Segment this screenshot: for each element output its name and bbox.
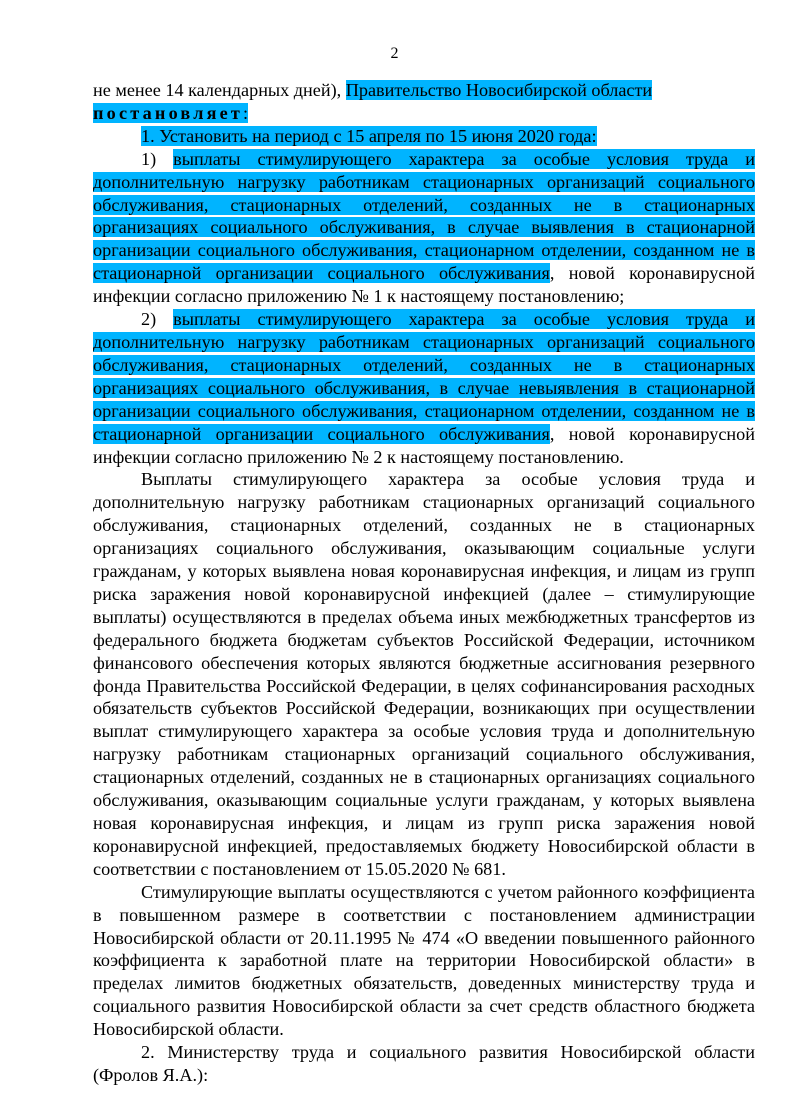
resolution-verb[interactable]: постановляет — [93, 102, 244, 123]
resolution-colon: : — [243, 102, 249, 123]
subitem-2-tail: , новой коронавирусной инфекции согласно приложению № 2 к настоящему постановлению. — [93, 423, 755, 467]
scan-artifact-mark — [387, 0, 401, 3]
item-1-text[interactable]: 1. Установить на период с 15 апреля по 15 июня 2020 года: — [141, 125, 597, 146]
paragraph-intro[interactable] — [93, 79, 755, 125]
paragraph-item-1[interactable] — [93, 125, 755, 148]
document-body — [93, 79, 755, 1087]
intro-text: не менее 14 календарных дней), — [93, 80, 346, 100]
page-number: 2 — [390, 45, 399, 62]
paragraph-subitem-2[interactable] — [93, 308, 755, 468]
subitem-2-highlight[interactable]: выплаты стимулирующего характера за особые условия труда и дополнительную нагрузку работникам стационарных организаций социального обслуживания, стационарных отделений, созданных не в стационарных организациях социального обслуживания, в случае невыявления в стационарной организации социального обслуживания, стационарном отделении, созданном не в стационарной организации социального обслуживания — [93, 309, 755, 444]
subitem-1-tail: , новой коронавирусной инфекции согласно приложению № 1 к настоящему постановлению; — [93, 263, 755, 307]
highlight-government[interactable]: Правительство Новосибирской области — [345, 80, 653, 100]
subitem-1-highlight[interactable]: выплаты стимулирующего характера за особые условия труда и дополнительную нагрузку работникам стационарных организаций социального обслуживания, стационарных отделений, созданных не в стационарных организациях социального обслуживания, в случае выявления в стационарной организации социального обслуживания, стационарном отделении, созданном не в стационарной организации социального обслуживания — [93, 148, 755, 284]
subitem-1-number: 1) — [141, 148, 174, 169]
subitem-2-number: 2) — [141, 309, 174, 330]
paragraph-payments[interactable]: Выплаты стимулирующего характера за особые условия труда и дополнительную нагрузку работникам стационарных организаций социального обслуживания, стационарных отделений, созданных не в стационарных организациях социального обслуживания, оказывающим социальные услуги гражданам, у которых выявлена новая коронавирусная инфекция, и лицам из групп риска заражения новой коронавирусной инфекцией (далее – стимулирующие выплаты) осуществляются в пределах объема иных межбюджетных трансфертов из федерального бюджета бюджетам субъектов Российской Федерации, источником финансового обеспечения которых являются бюджетные ассигнования резервного фонда Правительства Российской Федерации, в целях софинансирования расходных обязательств субъектов Российской Федерации, возникающих при осуществлении выплат стимулирующего характера за особые условия труда и дополнительную нагрузку работникам стационарных организаций социального обслуживания, стационарных отделений, созданных не в стационарных организациях социального обслуживания, оказывающим социальные услуги гражданам, у которых выявлена новая коронавирусная инфекция, и лицам из групп риска заражения новой коронавирусной инфекцией, предоставляемых бюджету Новосибирской области в соответствии с постановлением от 15.05.2020 № 681. — [93, 469, 755, 879]
paragraph-subitem-1[interactable] — [93, 148, 755, 308]
paragraph-item-2[interactable]: 2. Министерству труда и социального развития Новосибирской области (Фролов Я.А.): — [93, 1042, 755, 1085]
paragraph-coefficient[interactable]: Стимулирующие выплаты осуществляются с учетом районного коэффициента в повышенном размере в соответствии с постановлением администрации Новосибирской области от 20.11.1995 № 474 «О введении повышенного районного коэффициента к заработной плате на территории Новосибирской области» в пределах лимитов бюджетных обязательств, доведенных министерству труда и социального развития Новосибирской области за счет средств областного бюджета Новосибирской области. — [93, 881, 755, 1040]
